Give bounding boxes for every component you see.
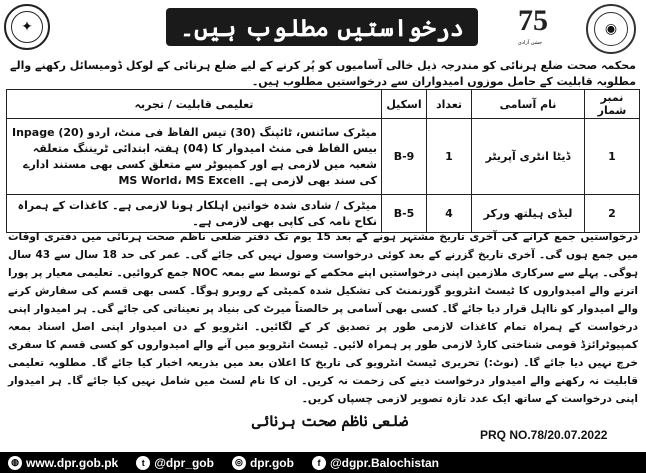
anniversary-number: 75 [518,4,548,37]
page-title: درخواستیں مطلوب ہیں۔ [166,8,478,46]
header-serial: نمبر شمار [585,90,640,119]
anniversary-logo [500,4,560,52]
emblem-icon: ◉ [594,12,628,46]
signature-authority: ضلعی ناظم صحت ہرنائی [251,412,409,430]
twitter-icon: t [136,456,150,470]
cell-scale: B-5 [382,195,427,233]
header [0,0,646,58]
department-logo [586,4,636,54]
cell-count: 4 [427,195,472,233]
cell-post: ڈیٹا انٹری آپریٹر [472,119,585,195]
cell-scale: B-9 [382,119,427,195]
cell-serial: 2 [585,195,640,233]
intro-paragraph: محکمہ صحت ضلع ہرنائی کو مندرجہ ذیل خالی آسامیوں کو پُر کرنے کے لیے ضلع ہرنائی کے لوکل ڈومیسائل رکھنے والے مطلوبہ قابلیت کے حامل موزوں امیدواران سے درخواستیں مطلوب ہیں۔ [10,59,636,88]
footer-instagram[interactable] [232,456,294,470]
facebook-icon: f [312,456,326,470]
cell-qualification: میٹرک سائنس، ٹائپنگ (30) تیس الفاظ فی منٹ، اردو Inpage (20) بیس الفاظ فی منٹ امیدوار کا (04) ہفتہ ابتدائی ٹریننگ متعلقہ شعبہ میں لازمی ہے اور کمپیوٹر سے متعلق کسی بھی مستند ادارے کی سند بھی لازمی ہے۔ MS World، MS Excell [7,119,382,195]
table-row [7,195,640,233]
government-seal-logo [4,4,50,50]
seal-icon: ✦ [11,11,43,43]
cell-qualification: میٹرک / شادی شدہ خواتین اہلکار ہونا لازمی ہے۔ کاغذات کے ہمراہ نکاح نامہ کی کاپی بھی لازمی ہے۔ [7,195,382,233]
globe-icon: ◍ [8,456,22,470]
table-row [7,119,640,195]
facebook-handle[interactable]: @dgpr.Balochistan [329,455,439,470]
prq-number: PRQ NO.78/20.07.2022 [480,428,608,442]
anniversary-caption: جشن آزادی [517,40,543,46]
footer-twitter[interactable] [136,456,214,470]
cell-post: لیڈی ہیلتھ ورکر [472,195,585,233]
header-scale: اسکیل [382,90,427,119]
header-post: نام آسامی [472,90,585,119]
footer-facebook[interactable] [312,456,439,470]
cell-serial: 1 [585,119,640,195]
vacancies-table [6,89,640,233]
twitter-handle[interactable]: @dpr_gob [154,455,214,470]
website-link[interactable]: www.dpr.gob.pk [26,455,119,470]
footer-bar [0,452,646,473]
header-count: تعداد [427,90,472,119]
footer-website[interactable] [8,456,118,470]
cell-count: 1 [427,119,472,195]
header-qualification: تعلیمی قابلیت / تجربہ [7,90,382,119]
instagram-icon: ◎ [232,456,246,470]
table-header-row [7,90,640,119]
instructions-paragraph: درخواستیں جمع کرانے کی آخری تاریخ مشتہر ہونے کے بعد 15 یوم تک دفتر ضلعی ناظم صحت ہرنائی میں دفتری اوقات میں جمع ہوں گی۔ آخری تاریخ گزرنے کے بعد کوئی درخواست وصول نہیں کی جائے گی۔ عمر کی حد 18 سال سے 43 سال ہوگی۔ پہلے سے سرکاری ملازمین اپنی درخواستیں اپنے محکمے کے توسط سے بمعہ NOC جمع کروائیں۔ تعلیمی معیار پر پورا اترنے والے امیدواروں کا ٹیسٹ انٹرویو گورنمنٹ کی تشکیل شدہ کمیٹی کے روبرو ہوگا۔ کسی بھی قسم کی سفارش کرنے والے امیدوار کو نااہل قرار دیا جائے گا۔ کسی بھی آسامی پر خالصتاً میرٹ کی بنیاد پر تعیناتی کی جائے گی۔ ہر امیدوار اپنی درخواست کے ہمراہ تمام کاغذات لازمی طور پر تصدیق کر کے لگائیں۔ انٹرویو کے دن امیدوار اپنی اصل اسناد بمعہ کمپیوٹرائزڈ قومی شناختی کارڈ لازمی طور پر ہمراہ لائیں۔ ٹیسٹ انٹرویو میں آنے والے امیدواروں کو کسی قسم کا سفری خرچ نہیں دیا جائے گا۔ (نوٹ:) تحریری ٹیسٹ انٹرویو کی تاریخ کا اعلان بعد میں بذریعہ اخبار کیا جائے گا۔ مطلوبہ تعلیمی قابلیت نہ رکھنے والے امیدوار درخواست دینے کی زحمت نہ کریں۔ ان کا نام لسٹ میں شامل نہیں کیا جائے گا۔ ہر امیدوار اپنی درخواست کے ساتھ ایک عدد تازہ تصویر لازمی چسپاں کریں۔ [8,231,638,405]
instagram-handle[interactable]: dpr.gob [249,455,294,470]
